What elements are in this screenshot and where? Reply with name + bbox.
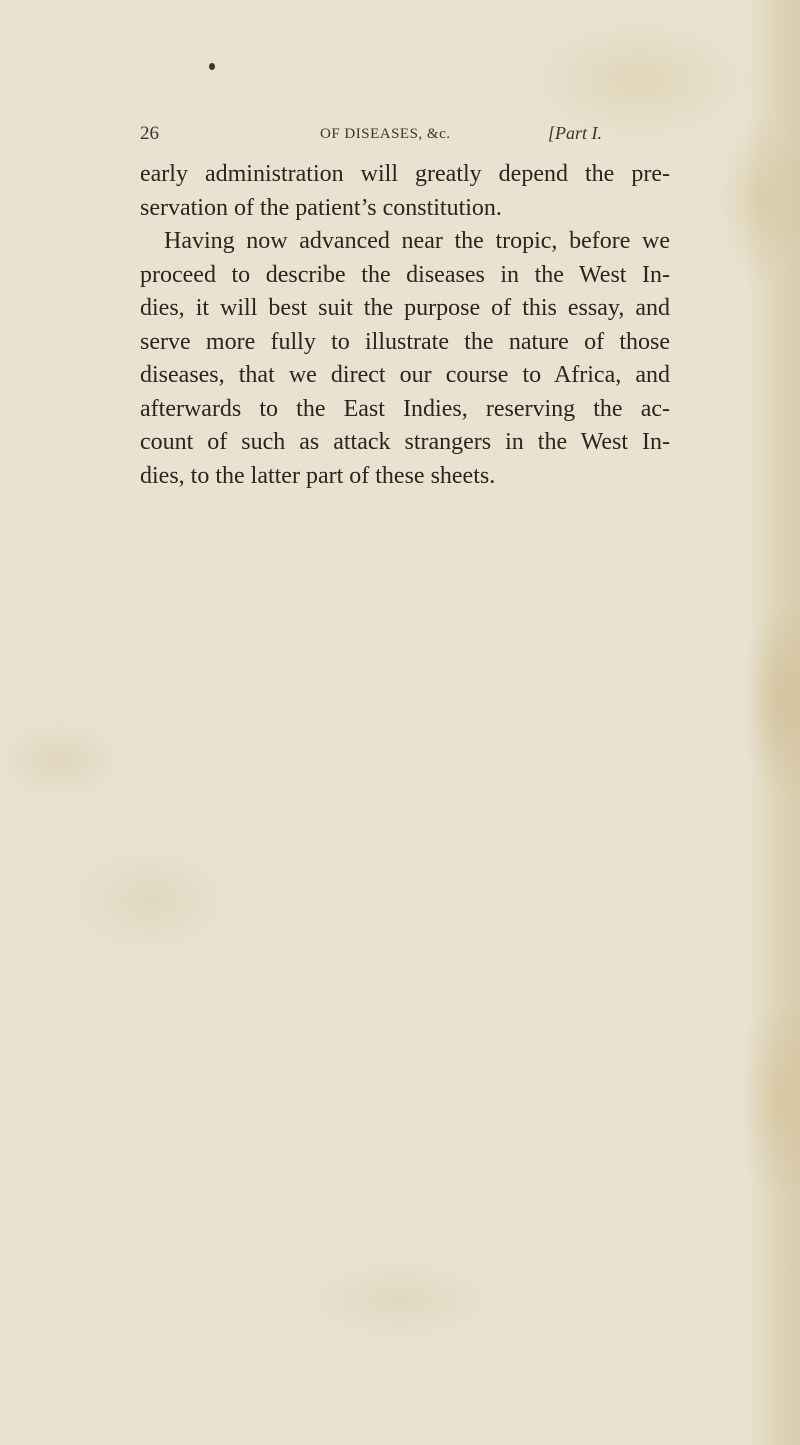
text-line: servation of the patient’s constitution. <box>140 194 502 221</box>
running-title: OF DISEASES, &c. <box>320 126 451 142</box>
part-label: [Part I. <box>548 123 602 143</box>
text-line: dies, it will best suit the purpose of this essay, and <box>140 295 670 321</box>
text-line: diseases, that we direct our course to Africa, and <box>140 362 670 388</box>
text-line: proceed to describe the diseases in the West In- <box>140 261 670 288</box>
text-line: Having now advanced near the tropic, before we <box>164 228 670 254</box>
text-line: dies, to the latter part of these sheets. <box>140 462 496 489</box>
body-text <box>140 158 670 493</box>
text-line: early administration will greatly depend the pre- <box>140 161 670 187</box>
text-line: afterwards to the East Indies, reserving the ac- <box>140 395 670 422</box>
text-line: count of such as attack strangers in the West In- <box>140 429 670 455</box>
page-number: 26 <box>140 123 159 144</box>
text-line: serve more fully to illustrate the nature of those <box>140 328 670 355</box>
page-header <box>140 123 670 147</box>
ink-speck <box>209 63 215 70</box>
